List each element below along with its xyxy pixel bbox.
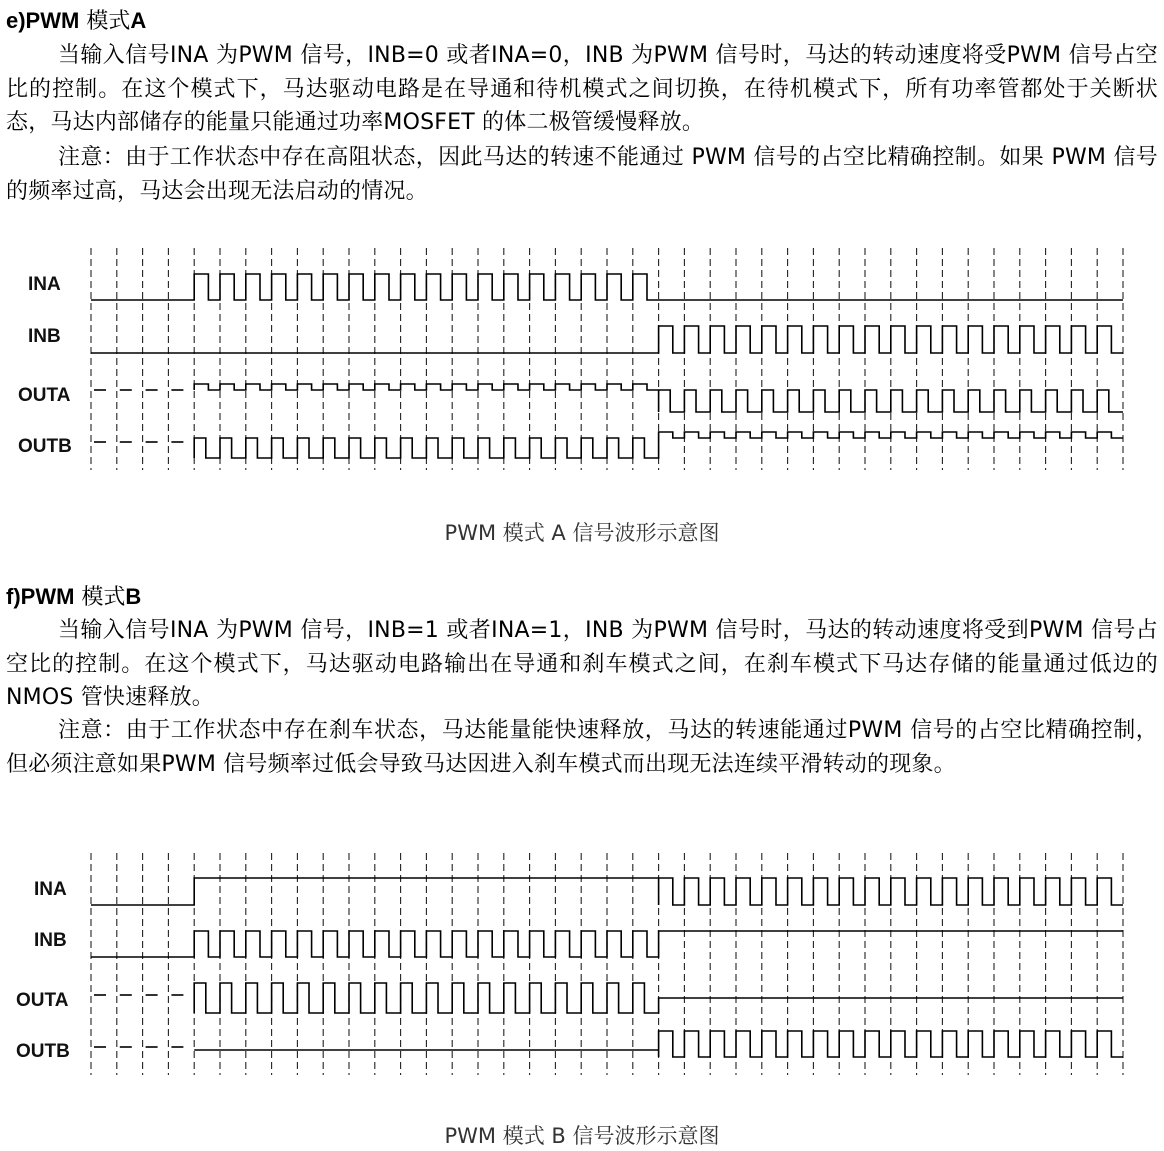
section-e-heading-cn: 模式: [79, 9, 131, 34]
label-inb: INB: [34, 930, 67, 951]
section-f-figure-caption: PWM 模式 B 信号波形示意图: [444, 1124, 720, 1148]
section-e-figure-caption: PWM 模式 A 信号波形示意图: [444, 521, 720, 545]
section-e-paragraph-2: 注意：由于工作状态中存在高阻状态，因此马达的转速不能通过 PWM 信号的占空比精确控制。如果 PWM 信号的频率过高，马达会出现无法启动的情况。: [6, 145, 1158, 204]
section-f-heading-prefix: f)PWM: [6, 584, 75, 609]
section-f-heading-cn: 模式: [74, 585, 126, 610]
label-outa: OUTA: [16, 990, 69, 1011]
section-f-paragraph-2: 注意：由于工作状态中存在刹车状态，马达能量能快速释放，马达的转速能通过PWM 信号的占空比精确控制，但必须注意如果PWM 信号频率过低会导致马达因进入刹车模式而出现无法连续平滑转动的现象。: [6, 718, 1158, 777]
section-f-heading-suffix: B: [125, 584, 142, 609]
section-e-paragraph-1: 当输入信号INA 为PWM 信号，INB=0 或者INA=0，INB 为PWM 信号时，马达的转动速度将受PWM 信号占空比的控制。在这个模式下，马达驱动电路是在导通和待机模式之间切换，在待机模式下，所有功率管都处于关断状态，马达内部储存的能量只能通过功率MOSFET 的体二极管缓慢释放。: [6, 43, 1158, 135]
label-inb: INB: [28, 326, 61, 347]
label-outb: OUTB: [16, 1041, 70, 1062]
waveform-diagram-mode-b: [0, 845, 1164, 1085]
section-e-heading-suffix: A: [130, 8, 147, 33]
trace-outb: [194, 432, 1123, 458]
section-f-heading: [6, 582, 141, 613]
label-ina: INA: [34, 879, 67, 900]
section-e-heading-prefix: e)PWM: [6, 8, 80, 33]
label-outb: OUTB: [18, 436, 72, 457]
label-ina: INA: [28, 274, 61, 295]
section-f-paragraph-1: 当输入信号INA 为PWM 信号，INB=1 或者INA=1，INB 为PWM 信号时，马达的转动速度将受到PWM 信号占空比的控制。在这个模式下，马达驱动电路输出在导通和刹车模式之间，在刹车模式下马达存储的能量通过低边的NMOS 管快速释放。: [6, 618, 1158, 710]
trace-outb: [194, 1031, 1123, 1057]
waveform-diagram-mode-a: [0, 240, 1164, 480]
section-e-heading: [6, 6, 146, 37]
label-outa: OUTA: [18, 385, 71, 406]
trace-outa: [194, 384, 1123, 412]
